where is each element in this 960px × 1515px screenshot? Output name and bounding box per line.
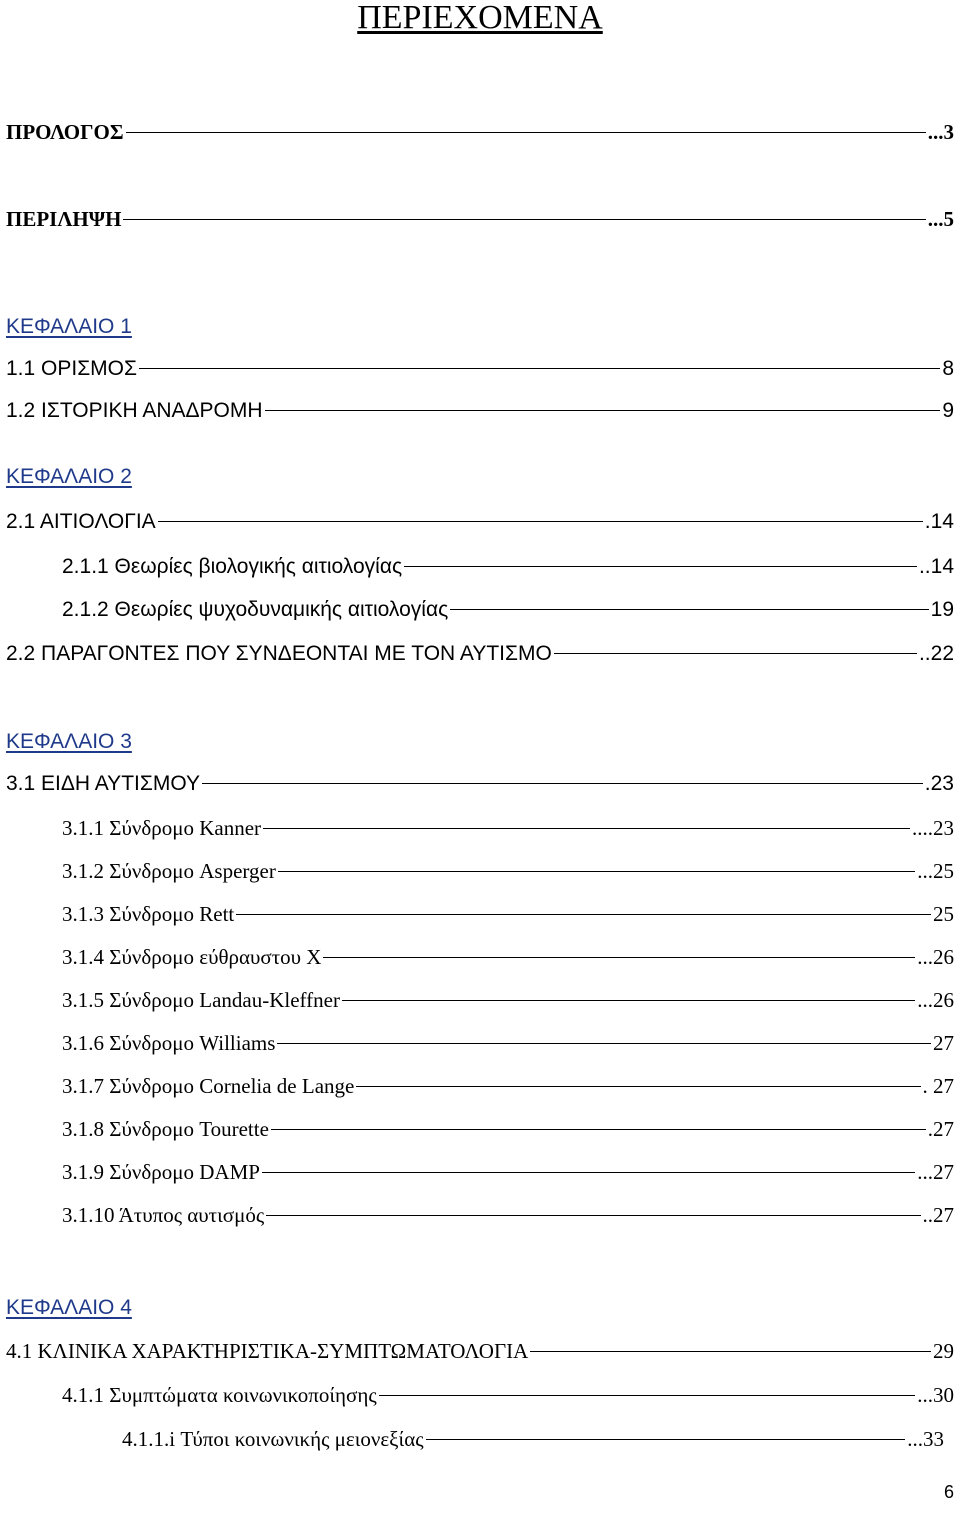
toc-entry-label: 3.1.6 Σύνδρομο Williams bbox=[62, 1031, 276, 1055]
dot-leader bbox=[271, 1129, 926, 1130]
toc-entry-label: 3.1.4 Σύνδρομο εύθραυστου Χ bbox=[62, 945, 322, 969]
toc-entry-3-1[interactable] bbox=[6, 771, 954, 797]
toc-entry-label: 3.1.10 Άτυπος αυτισμός bbox=[62, 1203, 265, 1227]
toc-entry-3-1-4[interactable] bbox=[62, 944, 954, 970]
chapter-4-heading[interactable]: ΚΕΦΑΛΑΙΟ 4 bbox=[6, 1296, 132, 1319]
toc-entry-page: .23 bbox=[924, 772, 954, 795]
toc-entry-page: ..22 bbox=[918, 642, 954, 665]
toc-entry-2-2[interactable] bbox=[6, 641, 954, 667]
toc-entry-page: 27 bbox=[933, 1031, 954, 1055]
toc-entry-label: ΠΡΟΛΟΓΟΣ bbox=[6, 120, 124, 144]
dot-leader bbox=[263, 828, 910, 829]
toc-entry-label: 2.1.2 Θεωρίες ψυχοδυναμικής αιτιολογίας bbox=[62, 598, 449, 621]
toc-entry-summary[interactable] bbox=[6, 206, 954, 232]
toc-entry-label: 3.1.7 Σύνδρομο Cornelia de Lange bbox=[62, 1074, 355, 1098]
toc-entry-3-1-6[interactable] bbox=[62, 1030, 954, 1056]
toc-entry-label: 2.1 ΑΙΤΙΟΛΟΓΙΑ bbox=[6, 510, 156, 533]
toc-entry-page: ...5 bbox=[927, 207, 954, 231]
toc-entry-4-1-1[interactable] bbox=[62, 1382, 954, 1408]
toc-entry-page: ...3 bbox=[927, 120, 954, 144]
dot-leader bbox=[158, 521, 923, 522]
toc-entry-prologue[interactable] bbox=[6, 119, 954, 145]
chapter-2-heading[interactable]: ΚΕΦΑΛΑΙΟ 2 bbox=[6, 465, 132, 488]
toc-entry-2-1-1[interactable] bbox=[62, 554, 954, 580]
toc-entry-4-1-1-i[interactable] bbox=[122, 1426, 944, 1452]
toc-entry-page: ....23 bbox=[912, 816, 954, 840]
toc-entry-page: 25 bbox=[933, 902, 954, 926]
toc-entry-page: ..14 bbox=[918, 555, 954, 578]
toc-entry-1-1[interactable] bbox=[6, 356, 954, 382]
toc-entry-1-2[interactable] bbox=[6, 398, 954, 424]
toc-entry-label: 3.1 ΕΙΔΗ ΑΥΤΙΣΜΟΥ bbox=[6, 772, 200, 795]
toc-entry-2-1[interactable] bbox=[6, 509, 954, 535]
toc-entry-3-1-3[interactable] bbox=[62, 901, 954, 927]
toc-entry-label: ΠΕΡΙΛΗΨΗ bbox=[6, 207, 122, 231]
dot-leader bbox=[266, 1215, 920, 1216]
toc-entry-page: ..27 bbox=[922, 1203, 954, 1227]
toc-entry-page: 9 bbox=[942, 399, 954, 422]
dot-leader bbox=[202, 783, 923, 784]
toc-entry-label: 3.1.3 Σύνδρομο Rett bbox=[62, 902, 235, 926]
toc-entry-label: 1.1 ΟΡΙΣΜΟΣ bbox=[6, 357, 137, 380]
toc-entry-page: ...26 bbox=[917, 945, 954, 969]
toc-entry-label: 2.1.1 Θεωρίες βιολογικής αιτιολογίας bbox=[62, 555, 403, 578]
chapter-1-heading[interactable]: ΚΕΦΑΛΑΙΟ 1 bbox=[6, 315, 132, 338]
toc-entry-3-1-2[interactable] bbox=[62, 858, 954, 884]
toc-entry-page: ...26 bbox=[917, 988, 954, 1012]
toc-entry-3-1-8[interactable] bbox=[62, 1116, 954, 1142]
toc-entry-3-1-5[interactable] bbox=[62, 987, 954, 1013]
dot-leader bbox=[262, 1172, 915, 1173]
toc-entry-page: . 27 bbox=[922, 1074, 954, 1098]
toc-entry-3-1-1[interactable] bbox=[62, 815, 954, 841]
dot-leader bbox=[277, 1043, 931, 1044]
dot-leader bbox=[426, 1439, 906, 1440]
dot-leader bbox=[554, 653, 917, 654]
toc-entry-label: 4.1.1.i Τύποι κοινωνικής μειονεξίας bbox=[122, 1427, 424, 1451]
dot-leader bbox=[404, 566, 917, 567]
toc-entry-label: 4.1.1 Συμπτώματα κοινωνικοποίησης bbox=[62, 1383, 377, 1407]
dot-leader bbox=[379, 1395, 916, 1396]
toc-entry-page: ...27 bbox=[917, 1160, 954, 1184]
toc-entry-2-1-2[interactable] bbox=[62, 597, 954, 623]
toc-entry-label: 1.2 ΙΣΤΟΡΙΚΗ ΑΝΑΔΡΟΜΗ bbox=[6, 399, 263, 422]
dot-leader bbox=[323, 957, 915, 958]
toc-entry-page: 29 bbox=[933, 1339, 954, 1363]
toc-entry-page: ...33 bbox=[907, 1427, 944, 1451]
toc-entry-3-1-7[interactable] bbox=[62, 1073, 954, 1099]
dot-leader bbox=[450, 609, 928, 610]
page-number: 6 bbox=[943, 1482, 954, 1502]
dot-leader bbox=[236, 914, 931, 915]
dot-leader bbox=[356, 1086, 920, 1087]
chapter-3-heading[interactable]: ΚΕΦΑΛΑΙΟ 3 bbox=[6, 730, 132, 753]
toc-entry-page: ...25 bbox=[917, 859, 954, 883]
toc-entry-page: .27 bbox=[927, 1117, 954, 1141]
toc-entry-page: 19 bbox=[930, 598, 954, 621]
toc-entry-3-1-10[interactable] bbox=[62, 1202, 954, 1228]
dot-leader bbox=[139, 368, 940, 369]
toc-entry-label: 4.1 ΚΛΙΝΙΚΑ ΧΑΡΑΚΤΗΡΙΣΤΙΚΑ-ΣΥΜΠΤΩΜΑΤΟΛΟΓΙΑ bbox=[6, 1339, 529, 1363]
toc-entry-3-1-9[interactable] bbox=[62, 1159, 954, 1185]
toc-entry-4-1[interactable] bbox=[6, 1338, 954, 1364]
toc-entry-page: .14 bbox=[924, 510, 954, 533]
dot-leader bbox=[265, 410, 941, 411]
dot-leader bbox=[530, 1351, 931, 1352]
toc-entry-label: 2.2 ΠΑΡΑΓΟΝΤΕΣ ΠΟΥ ΣΥΝΔΕΟΝΤΑΙ ΜΕ ΤΟΝ ΑΥΤΙΣΜΟ bbox=[6, 642, 552, 665]
toc-entry-label: 3.1.2 Σύνδρομο Asperger bbox=[62, 859, 276, 883]
toc-entry-label: 3.1.1 Σύνδρομο Kanner bbox=[62, 816, 262, 840]
toc-entry-label: 3.1.8 Σύνδρομο Tourette bbox=[62, 1117, 269, 1141]
dot-leader bbox=[342, 1000, 915, 1001]
dot-leader bbox=[278, 871, 915, 872]
page-title: ΠΕΡΙΕΧΟΜΕΝΑ bbox=[357, 0, 603, 36]
toc-entry-page: ...30 bbox=[917, 1383, 954, 1407]
toc-entry-label: 3.1.9 Σύνδρομο DAMP bbox=[62, 1160, 260, 1184]
dot-leader bbox=[123, 219, 925, 220]
dot-leader bbox=[126, 132, 926, 133]
toc-entry-page: 8 bbox=[942, 357, 954, 380]
toc-entry-label: 3.1.5 Σύνδρομο Landau-Kleffner bbox=[62, 988, 340, 1012]
